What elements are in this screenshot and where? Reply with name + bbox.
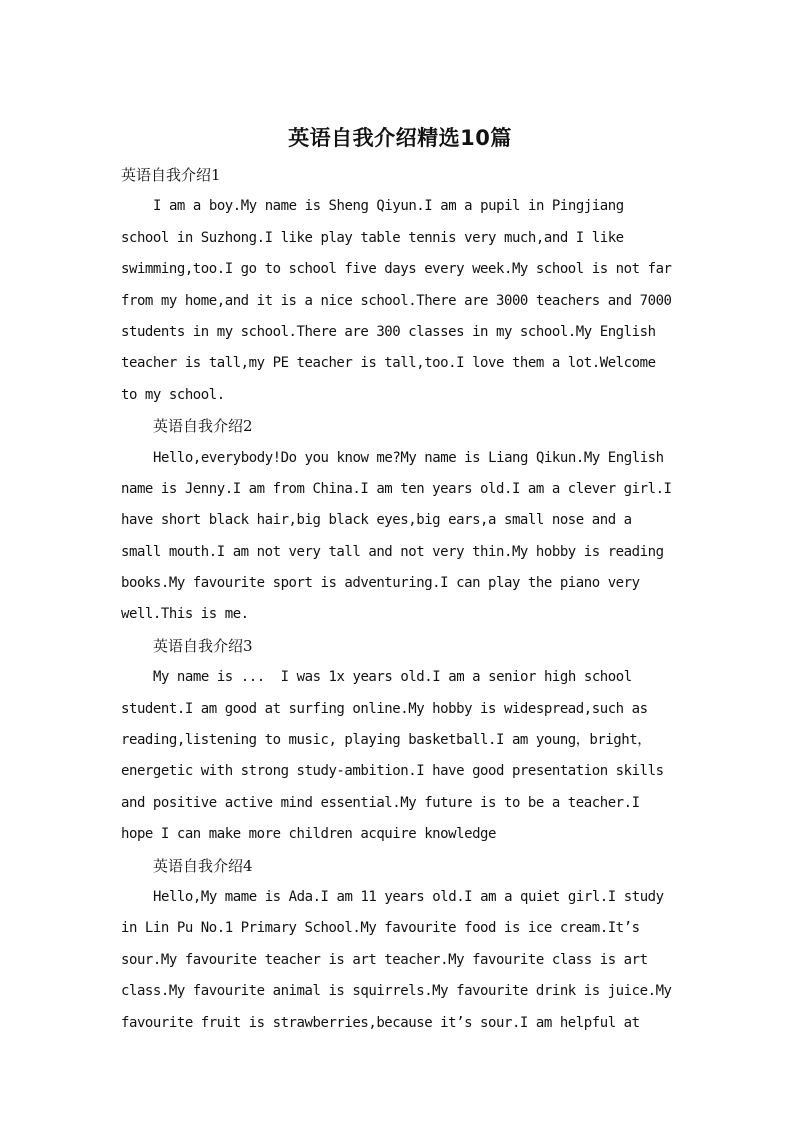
paragraph-line: Hello,My mame is Ada.I am 11 years old.I am a quiet girl.I study — [153, 888, 664, 905]
paragraph-line: reading,listening to music, playing basketball.I am young，bright， — [121, 732, 651, 749]
paragraph-line: have short black hair,big black eyes,big ears,a small nose and a — [121, 512, 632, 529]
section-heading: 英语自我介绍3 — [153, 636, 253, 655]
paragraph-line: student.I am good at surfing online.My hobby is widespread,such as — [121, 700, 648, 717]
paragraph-line: to my school. — [121, 386, 225, 403]
paragraph-line: from my home,and it is a nice school.There are 3000 teachers and 7000 — [121, 292, 672, 309]
paragraph-line: swimming,too.I go to school five days every week.My school is not far — [121, 261, 672, 278]
paragraph-line: class.My favourite animal is squirrels.My favourite drink is juice.My — [121, 983, 672, 1000]
paragraph-line: and positive active mind essential.My future is to be a teacher.I — [121, 794, 640, 811]
paragraph-line: My name is ... I was 1x years old.I am a senior high school — [153, 669, 632, 686]
paragraph-line: teacher is tall,my PE teacher is tall,too.I love them a lot.Welcome — [121, 355, 656, 372]
section-heading: 英语自我介绍2 — [153, 417, 253, 436]
section-heading: 英语自我介绍4 — [153, 856, 253, 875]
paragraph-line: in Lin Pu No.1 Primary School.My favourite food is ice cream.It’s — [121, 920, 640, 937]
paragraph-line: favourite fruit is strawberries,because it’s sour.I am helpful at — [121, 1014, 640, 1031]
section-heading: 英语自我介绍1 — [121, 166, 221, 184]
paragraph-line: sour.My favourite teacher is art teacher.My favourite class is art — [121, 951, 648, 968]
paragraph-line: Hello,everybody!Do you know me?My name is Liang Qikun.My English — [153, 449, 664, 466]
paragraph-line: name is Jenny.I am from China.I am ten years old.I am a clever girl.I — [121, 480, 672, 497]
document-title: 英语自我介绍精选10篇 — [288, 126, 512, 150]
document-body — [121, 160, 687, 1039]
paragraph-line: school in Suzhong.I like play table tennis very much,and I like — [121, 229, 624, 246]
paragraph-line: I am a boy.My name is Sheng Qiyun.I am a pupil in Pingjiang — [153, 198, 624, 215]
paragraph-line: hope I can make more children acquire knowledge — [121, 826, 496, 843]
paragraph-line: students in my school.There are 300 classes in my school.My English — [121, 323, 656, 340]
paragraph-line: small mouth.I am not very tall and not very thin.My hobby is reading — [121, 543, 664, 560]
paragraph-line: well.This is me. — [121, 606, 249, 623]
paragraph-line: books.My favourite sport is adventuring.I can play the piano very — [121, 575, 640, 592]
paragraph-line: energetic with strong study-ambition.I have good presentation skills — [121, 763, 664, 780]
